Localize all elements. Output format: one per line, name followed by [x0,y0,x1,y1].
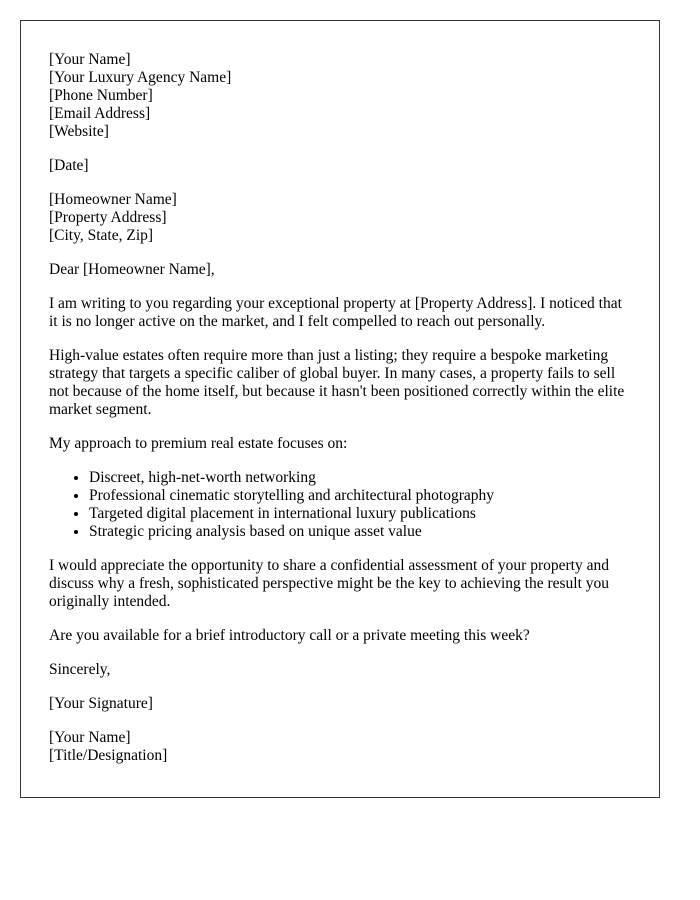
list-item: • Targeted digital placement in international luxury publications [89,505,631,523]
sender-agency: [Your Luxury Agency Name] [49,69,232,86]
recipient-name: [Homeowner Name] [49,191,177,208]
closing: Sincerely, [49,661,111,678]
signoff-title: [Title/Designation] [49,747,168,764]
signature: [Your Signature] [49,695,153,712]
paragraph-approach: My approach to premium real estate focuses on: [49,435,348,452]
date-block [49,157,631,175]
paragraph-intro: I am writing to you regarding your exceptional property at [Property Address]. I noticed that it is no longer active on the market, and I felt compelled to reach out personally. [49,295,622,330]
sender-website: [Website] [49,123,109,140]
sender-name: [Your Name] [49,51,131,68]
recipient-address: [Property Address] [49,209,167,226]
letter-date: [Date] [49,157,89,174]
salutation: Dear [Homeowner Name], [49,261,215,278]
focus-list [49,469,631,541]
list-item: • Strategic pricing analysis based on unique asset value [89,523,631,541]
recipient-block [49,191,631,245]
signoff-block [49,729,631,765]
sender-block [49,51,631,141]
recipient-city-state-zip: [City, State, Zip] [49,227,154,244]
sender-email: [Email Address] [49,105,151,122]
paragraph-strategy: High-value estates often require more than just a listing; they require a bespoke marketing strategy that targets a specific caliber of global buyer. In many cases, a property fails to sell not because of the home itself, but because it hasn't been positioned correctly within the elite market segment. [49,347,625,418]
letter [20,20,660,798]
signoff-name: [Your Name] [49,729,131,746]
paragraph-meeting-request: Are you available for a brief introductory call or a private meeting this week? [49,627,530,644]
list-item: • Professional cinematic storytelling and architectural photography [89,487,631,505]
paragraph-assessment: I would appreciate the opportunity to share a confidential assessment of your property and discuss why a fresh, sophisticated perspective might be the key to achieving the result you originally intended. [49,557,610,610]
list-item: • Discreet, high-net-worth networking [89,469,631,487]
sender-phone: [Phone Number] [49,87,153,104]
